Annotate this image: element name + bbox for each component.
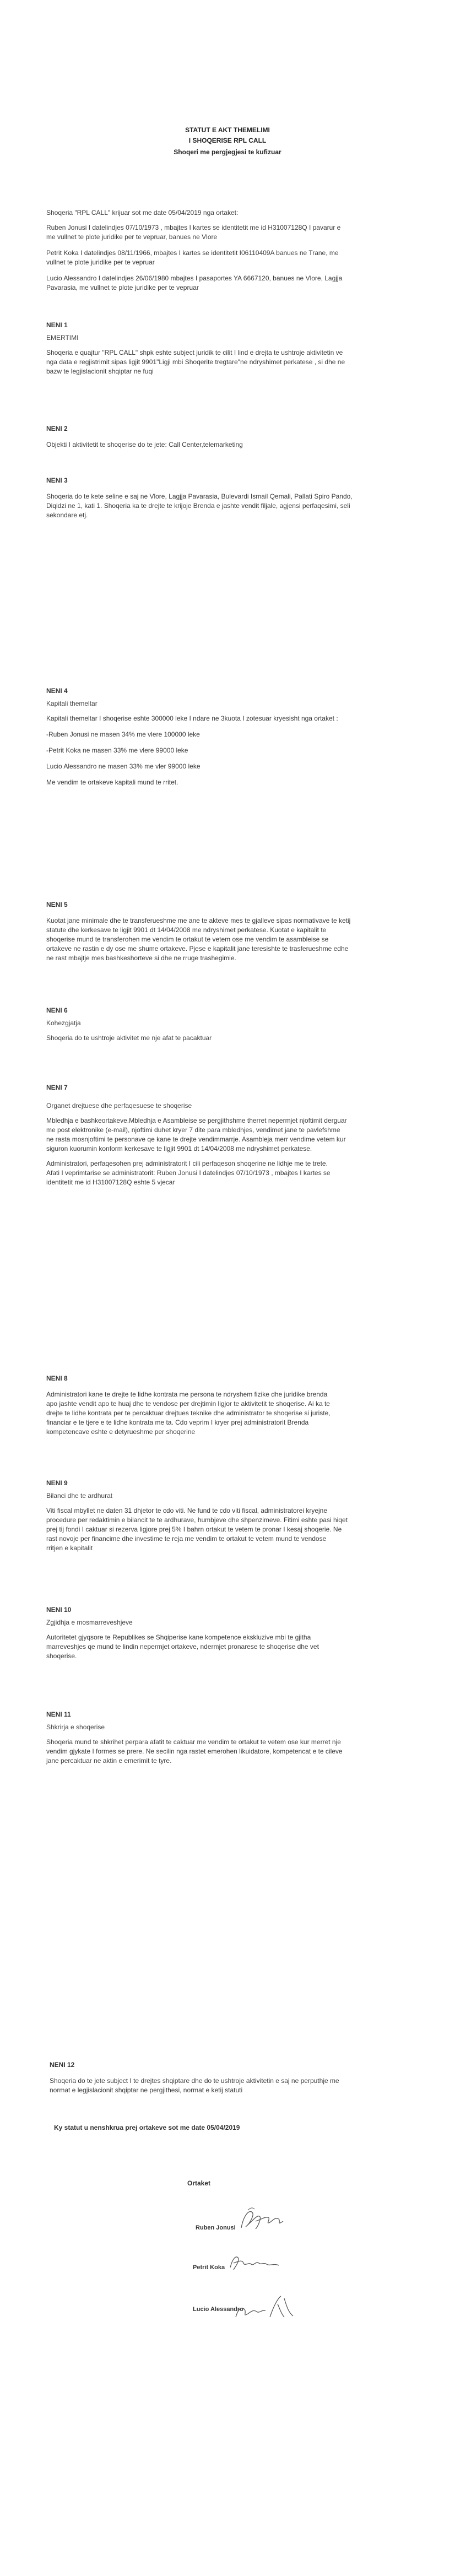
article-title: NENI 3 xyxy=(46,477,68,484)
article-line: identitetit me id H31007128Q eshte 5 vjecar xyxy=(46,1178,175,1186)
signatures-heading: Ortaket xyxy=(187,2179,211,2187)
signatory-name: Petrit Koka xyxy=(193,2264,225,2271)
company-name: I SHOQERISE RPL CALL xyxy=(188,137,267,144)
article-line: Me vendim te ortakeve kapitali mund te rritet. xyxy=(46,778,178,786)
article-subtitle: EMERTIMI xyxy=(46,334,79,342)
article-subtitle: Zgjidhja e mosmarreveshjeve xyxy=(46,1619,133,1626)
article-line: normat e legjislacionit shqiptar ne pergjithesi, normat e ketij statuti xyxy=(50,2086,243,2094)
article-line: me post elektronike (e-mail), njoftimi duhet kryer 7 dite para mbledhjes, vendimet jane te pavlefshme xyxy=(46,1126,340,1134)
article-subtitle: Kapitali themeltar xyxy=(46,700,98,707)
signature-petrit-koka xyxy=(227,2251,282,2275)
article-title: NENI 4 xyxy=(46,687,68,695)
article-8 xyxy=(46,1374,360,1437)
article-line: Shoqeria do te jete subject I te drejtes shqiptare dhe do te ushtroje aktivitetin e saj ne perputhje me xyxy=(50,2077,339,2085)
article-7 xyxy=(46,1083,360,1187)
document-title: STATUT E AKT THEMELIMI xyxy=(185,126,270,134)
signatory-name: Ruben Jonusi xyxy=(196,2225,236,2231)
article-line: Shoqeria e quajtur "RPL CALL" shpk eshte subject juridik te cilit I lind e drejta te ushtroje aktivitetin ve xyxy=(46,349,343,356)
article-line: Shoqeria do te kete seline e saj ne Vlore, Lagjja Pavarasia, Bulevardi Ismail Qemali, Pallati Spiro Pando, xyxy=(46,493,353,500)
signature-ruben-jonusi xyxy=(236,2205,285,2237)
article-line: ortakeve ne rastin e dy ose me shume ortakeve. Pjese e kapitalit jane teresishte te trasferueshme edhe xyxy=(46,945,349,953)
article-1 xyxy=(46,321,360,376)
article-subtitle: Bilanci dhe te ardhurat xyxy=(46,1492,113,1500)
article-line: Autoritetet gjyqsore te Republikes se Shqiperise kane kompetence ekskluzive mbi te gjitha xyxy=(46,1633,311,1641)
article-title: NENI 11 xyxy=(46,1711,71,1718)
article-title: NENI 8 xyxy=(46,1374,68,1382)
article-line: rast novoje per financime dhe investime te reja me vendim te ortakut te vetem mund te vendose xyxy=(46,1535,327,1543)
article-subtitle: Shkrirja e shoqerise xyxy=(46,1723,105,1731)
article-line: drejte te lidhe kontrata per te percaktuar drejtues teknike dhe administrator te shoqerise si juriste, xyxy=(46,1409,331,1417)
article-line: Kuotat jane minimale dhe te transferueshme me ane te akteve mes te gjalleve sipas normativave te ketij xyxy=(46,917,351,924)
article-line: vendim gjykate I formes se prere. Ne secilin nga rastet emerohen likuidatore, kompetencat e te cileve xyxy=(46,1747,343,1755)
article-line: Administratori, perfaqesohen prej administratorit I cili perfaqeson shoqerine ne lidhje me te trete. xyxy=(46,1160,328,1167)
article-subtitle: Organet drejtuese dhe perfaqesuese te shoqerise xyxy=(46,1102,192,1110)
article-line: jane percaktuar ne aktin e emerimit te tyre. xyxy=(46,1757,172,1765)
signature-lucio-alessandro xyxy=(231,2293,297,2324)
article-line: sekondare etj. xyxy=(46,511,88,519)
article-line: rritjen e kapitalit xyxy=(46,1544,93,1552)
shareholder-line: -Ruben Jonusi ne masen 34% me vlere 100000 leke xyxy=(46,730,200,738)
article-title: NENI 2 xyxy=(46,425,68,432)
article-11 xyxy=(46,1710,360,1766)
article-line: ne rasta mosnjoftimi te personave qe kane te drejte vendimmarrje. Asambleja merr vendime vetem kur xyxy=(46,1135,346,1143)
intro-line: Pavarasia, me vullnet te plote juridike per te vepruar xyxy=(46,284,199,291)
article-title: NENI 1 xyxy=(46,321,68,329)
intro-line: me vullnet te plote juridike per te vepruar, banues ne Vlore xyxy=(46,233,218,241)
article-10 xyxy=(46,1605,360,1661)
article-line: Kapitali themeltar I shoqerise eshte 300000 leke I ndare ne 3kuota I zotesuar kryesisht nga ortaket : xyxy=(46,715,338,722)
article-title: NENI 9 xyxy=(46,1479,68,1487)
intro-line: Lucio Alessandro I datelindjes 26/06/1980 mbajtes I pasaportes YA 6667120, banues ne Vlore, Lagjja xyxy=(46,274,343,282)
article-6 xyxy=(46,1006,360,1043)
article-line: nga data e regjistrimit sipas ligjit 9901"Ligji mbi Shoqerite tregtare"ne ndryshimet perkatese , si dhe ne xyxy=(46,358,345,366)
article-title: NENI 7 xyxy=(46,1084,68,1091)
shareholder-line: -Petrit Koka ne masen 33% me vlere 99000 leke xyxy=(46,746,188,754)
closing-statement: Ky statut u nenshkrua prej ortakeve sot me date 05/04/2019 xyxy=(54,2124,240,2131)
article-title: NENI 12 xyxy=(50,2061,75,2069)
shareholder-line: Lucio Alessandro ne masen 33% me vler 99000 leke xyxy=(46,762,201,770)
article-line: Afati I veprimtarise se administratorit: Ruben Jonusi I datelindjes 07/10/1973 , mbajtes I kartes se xyxy=(46,1169,331,1177)
article-5 xyxy=(46,900,360,963)
article-line: Viti fiscal mbyllet ne daten 31 dhjetor te cdo viti. Ne fund te cdo viti fiscal, administratorei kryejne xyxy=(46,1507,328,1514)
article-line: apo jashte vendit apo te huaj dhe te vendose per drejtimin ligjor te aktivitetit te shoqerise. Ai ka te xyxy=(46,1400,330,1408)
article-line: Administratori kane te drejte te lidhe kontrata me persona te ndryshem fizike dhe juridike brenda xyxy=(46,1390,328,1398)
intro-section xyxy=(46,208,360,293)
article-line: siguron kuorumin konform kerkesave te ligjit 9901 dt 14/04/2008 me ndryshimet perkatese. xyxy=(46,1145,312,1152)
article-line: ne rast mbajtje mes bashkeshorteve si dhe ne rruge trashegimie. xyxy=(46,954,236,962)
article-line: prej tij fondi I caktuar si rezerva ligjore prej 5% I bahrn ortakut te vetem te pronar I kesaj shoqerie. Ne xyxy=(46,1525,342,1533)
article-line: statute dhe kerkesave te ligjit 9901 dt 14/04/2008 me ndryshimet perkatese. Kuotat e kapitalit te xyxy=(46,926,327,934)
article-9 xyxy=(46,1479,360,1553)
intro-line: Petrit Koka I datelindjes 08/11/1966, mbajtes I kartes se identitetit I06110409A banues ne Trane, me xyxy=(46,249,339,257)
article-subtitle: Kohezgjatja xyxy=(46,1019,81,1027)
article-line: shoqerise. xyxy=(46,1652,77,1660)
article-line: bazw te legjislacionit shqiptar ne fuqi xyxy=(46,367,154,375)
company-subtitle: Shoqeri me pergjegjesi te kufizuar xyxy=(174,148,281,156)
article-line: Shoqeria mund te shkrihet perpara afatit te caktuar me vendim te ortakut te vetem ose kur merret nje xyxy=(46,1738,341,1746)
signatory-name: Lucio Alessandro xyxy=(193,2306,243,2313)
article-line: Objekti I aktivitetit te shoqerise do te jete: Call Center,telemarketing xyxy=(46,441,243,448)
article-line: Diqidzi ne 1, kati 1. Shoqeria ka te drejte te krijoje Brenda e jashte vendit filjale, agjensi perfaqesimi, seli xyxy=(46,502,350,510)
article-2 xyxy=(46,424,360,450)
intro-line: vullnet te plote juridike per te vepruar xyxy=(46,258,155,266)
article-line: Shoqeria do te ushtroje aktivitet me nje afat te pacaktuar xyxy=(46,1034,212,1042)
article-4 xyxy=(46,686,360,787)
article-line: Mbledhja e bashkeortakeve.Mbledhja e Asambleise se pergjithshme therret nepermjet njoftimit derguar xyxy=(46,1117,347,1124)
article-3 xyxy=(46,476,360,520)
article-title: NENI 5 xyxy=(46,901,68,908)
intro-line: Ruben Jonusi I datelindjes 07/10/1973 , mbajtes I kartes se identitetit me id H31007128Q I pavarur e xyxy=(46,224,341,231)
article-line: procedure per redaktimin e bilancit te te ardhurave, humbjeve dhe shpenzimeve. Fitimi eshte pasi hiqet xyxy=(46,1516,348,1524)
article-line: financiar e te tjere e te lidhe kontrata me ta. Cdo veprim I kryer prej administratorit Brenda xyxy=(46,1419,309,1426)
article-title: NENI 6 xyxy=(46,1006,68,1014)
article-line: kompetencave eshte e detyrueshme per shoqerine xyxy=(46,1428,196,1436)
article-line: shoqerise mund te transferohen me vendim te ortakut te vetem ose me vendim te asambleise se xyxy=(46,935,329,943)
intro-line: Shoqeria "RPL CALL" krijuar sot me date 05/04/2019 nga ortaket: xyxy=(46,209,239,217)
article-title: NENI 10 xyxy=(46,1606,72,1614)
article-12 xyxy=(50,2060,364,2095)
article-line: marreveshjes qe mund te lindin nepermjet ortakeve, ndermjet pronarese te shoqerise dhe vet xyxy=(46,1643,319,1650)
